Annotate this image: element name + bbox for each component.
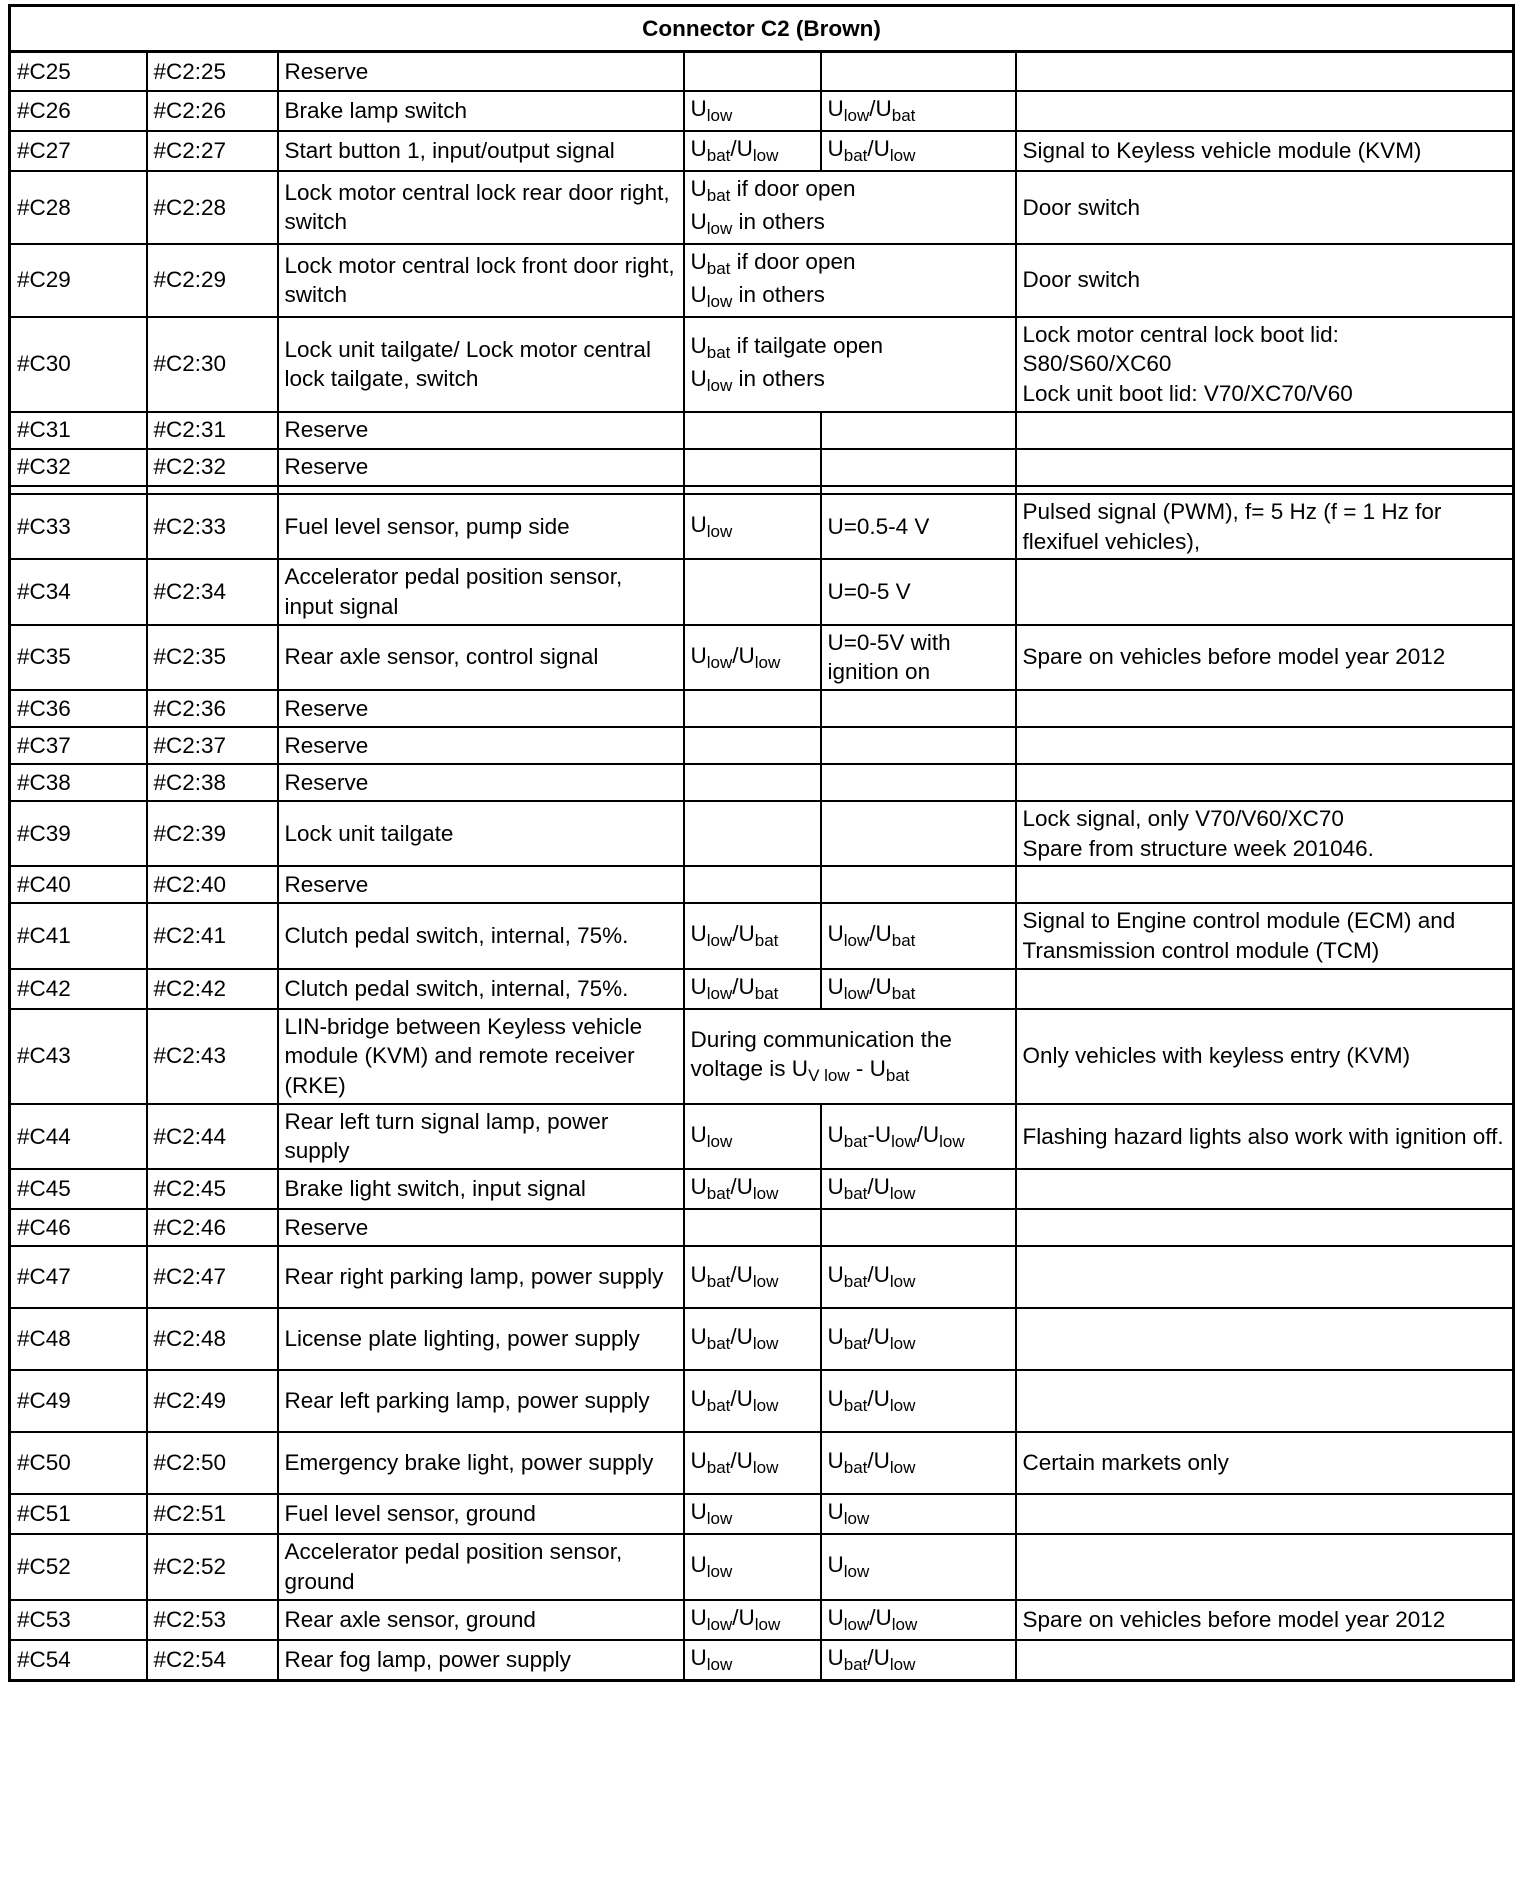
cell-id: #C39	[10, 801, 147, 866]
cell-voltage-b: $U_{bat}/U_{low}$	[821, 1640, 1016, 1681]
cell-pin: #C2:28	[147, 171, 278, 244]
cell-voltage-b: $U_{bat}/U_{low}$	[821, 1308, 1016, 1370]
cell-note: Spare on vehicles before model year 2012	[1016, 625, 1514, 690]
cell-voltage-a	[684, 764, 821, 801]
spacer-cell	[278, 486, 684, 494]
cell-note	[1016, 1308, 1514, 1370]
table-row	[10, 866, 1514, 903]
cell-note	[1016, 866, 1514, 903]
cell-id: #C50	[10, 1432, 147, 1494]
cell-note	[1016, 764, 1514, 801]
cell-id: #C35	[10, 625, 147, 690]
cell-description: Clutch pedal switch, internal, 75%.	[278, 969, 684, 1009]
cell-description: Reserve	[278, 52, 684, 92]
cell-id: #C51	[10, 1494, 147, 1534]
cell-pin: #C2:54	[147, 1640, 278, 1681]
cell-description: Reserve	[278, 764, 684, 801]
cell-pin: #C2:42	[147, 969, 278, 1009]
cell-id: #C36	[10, 690, 147, 727]
table-row	[10, 52, 1514, 92]
cell-id: #C31	[10, 412, 147, 449]
table-row	[10, 1600, 1514, 1640]
table-row	[10, 1640, 1514, 1681]
cell-voltage-a: $U_{low}/U_{low}$	[684, 625, 821, 690]
table-row	[10, 1209, 1514, 1246]
cell-pin: #C2:26	[147, 91, 278, 131]
cell-note	[1016, 559, 1514, 624]
cell-description: Brake light switch, input signal	[278, 1169, 684, 1209]
table-row	[10, 412, 1514, 449]
cell-note	[1016, 690, 1514, 727]
cell-voltage-b: $U_{bat}/U_{low}$	[821, 1432, 1016, 1494]
cell-voltage-a: $U_{bat}/U_{low}$	[684, 1432, 821, 1494]
table-row	[10, 690, 1514, 727]
cell-voltage-a	[684, 412, 821, 449]
table-row	[10, 91, 1514, 131]
cell-voltage-b: $U_{low}/U_{bat}$	[821, 969, 1016, 1009]
table-row	[10, 1494, 1514, 1534]
cell-voltage-a: $U_{bat}/U_{low}$	[684, 1308, 821, 1370]
cell-pin: #C2:27	[147, 131, 278, 171]
cell-description: Rear axle sensor, control signal	[278, 625, 684, 690]
cell-description: Lock unit tailgate/ Lock motor central lock tailgate, switch	[278, 317, 684, 412]
table-spacer-row	[10, 486, 1514, 494]
cell-note: Pulsed signal (PWM), f= 5 Hz (f = 1 Hz for flexifuel vehicles),	[1016, 494, 1514, 559]
spacer-cell	[821, 486, 1016, 494]
connector-table-sheet	[8, 4, 1512, 1682]
cell-description: Rear left parking lamp, power supply	[278, 1370, 684, 1432]
cell-voltage-b: U=0-5V with ignition on	[821, 625, 1016, 690]
cell-voltage-b: $U_{bat}/U_{low}$	[821, 131, 1016, 171]
cell-pin: #C2:46	[147, 1209, 278, 1246]
cell-voltage-b	[821, 764, 1016, 801]
table-row	[10, 801, 1514, 866]
cell-description: Fuel level sensor, pump side	[278, 494, 684, 559]
cell-id: #C47	[10, 1246, 147, 1308]
cell-description: Clutch pedal switch, internal, 75%.	[278, 903, 684, 968]
spacer-cell	[10, 486, 147, 494]
cell-voltage-b	[821, 449, 1016, 486]
cell-description: Rear left turn signal lamp, power supply	[278, 1104, 684, 1169]
cell-pin: #C2:50	[147, 1432, 278, 1494]
cell-pin: #C2:44	[147, 1104, 278, 1169]
cell-description: Lock motor central lock front door right, switch	[278, 244, 684, 317]
cell-description: Reserve	[278, 690, 684, 727]
table-row	[10, 1534, 1514, 1599]
cell-description: License plate lighting, power supply	[278, 1308, 684, 1370]
cell-voltage-a: $U_{low}/U_{low}$	[684, 1600, 821, 1640]
cell-note	[1016, 449, 1514, 486]
cell-description: Rear axle sensor, ground	[278, 1600, 684, 1640]
table-row	[10, 969, 1514, 1009]
cell-pin: #C2:47	[147, 1246, 278, 1308]
connector-c2-table	[8, 4, 1515, 1682]
cell-note	[1016, 52, 1514, 92]
cell-id: #C29	[10, 244, 147, 317]
cell-voltage-a: $U_{low}$	[684, 494, 821, 559]
cell-pin: #C2:34	[147, 559, 278, 624]
cell-voltage-b: $U_{bat}/U_{low}$	[821, 1246, 1016, 1308]
cell-voltage: $U_{bat}$ if door open $U_{low}$ in others	[684, 244, 1016, 317]
cell-id: #C52	[10, 1534, 147, 1599]
table-row	[10, 727, 1514, 764]
cell-description: Accelerator pedal position sensor, input signal	[278, 559, 684, 624]
cell-note: Door switch	[1016, 171, 1514, 244]
cell-note	[1016, 1640, 1514, 1681]
cell-pin: #C2:38	[147, 764, 278, 801]
table-row	[10, 1169, 1514, 1209]
cell-description: LIN-bridge between Keyless vehicle module (KVM) and remote receiver (RKE)	[278, 1009, 684, 1104]
cell-id: #C25	[10, 52, 147, 92]
cell-pin: #C2:33	[147, 494, 278, 559]
cell-pin: #C2:36	[147, 690, 278, 727]
cell-description: Reserve	[278, 727, 684, 764]
spacer-cell	[147, 486, 278, 494]
cell-voltage-b	[821, 412, 1016, 449]
table-row	[10, 449, 1514, 486]
cell-voltage-a: $U_{bat}/U_{low}$	[684, 1246, 821, 1308]
table-row	[10, 1104, 1514, 1169]
cell-note	[1016, 1209, 1514, 1246]
cell-note: Lock motor central lock boot lid: S80/S60/XC60 Lock unit boot lid: V70/XC70/V60	[1016, 317, 1514, 412]
table-row	[10, 903, 1514, 968]
table-row	[10, 494, 1514, 559]
cell-note: Door switch	[1016, 244, 1514, 317]
cell-voltage-a	[684, 52, 821, 92]
cell-id: #C26	[10, 91, 147, 131]
cell-description: Reserve	[278, 412, 684, 449]
cell-id: #C41	[10, 903, 147, 968]
cell-description: Start button 1, input/output signal	[278, 131, 684, 171]
cell-voltage-b: U=0.5-4 V	[821, 494, 1016, 559]
cell-voltage-a: $U_{low}$	[684, 1104, 821, 1169]
cell-id: #C30	[10, 317, 147, 412]
cell-voltage-b	[821, 52, 1016, 92]
cell-note: Spare on vehicles before model year 2012	[1016, 1600, 1514, 1640]
cell-note: Signal to Keyless vehicle module (KVM)	[1016, 131, 1514, 171]
cell-voltage-b: $U_{bat}-U_{low}/U_{low}$	[821, 1104, 1016, 1169]
cell-id: #C38	[10, 764, 147, 801]
cell-description: Reserve	[278, 1209, 684, 1246]
cell-voltage-b	[821, 727, 1016, 764]
cell-voltage: During communication the voltage is $U_{V low} - U_{bat}$	[684, 1009, 1016, 1104]
cell-voltage: $U_{bat}$ if door open $U_{low}$ in others	[684, 171, 1016, 244]
cell-voltage-b	[821, 690, 1016, 727]
cell-pin: #C2:29	[147, 244, 278, 317]
table-row	[10, 1370, 1514, 1432]
table-row	[10, 559, 1514, 624]
cell-note	[1016, 1494, 1514, 1534]
cell-pin: #C2:48	[147, 1308, 278, 1370]
cell-description: Accelerator pedal position sensor, ground	[278, 1534, 684, 1599]
table-row	[10, 625, 1514, 690]
cell-pin: #C2:53	[147, 1600, 278, 1640]
cell-voltage-a	[684, 866, 821, 903]
cell-description: Reserve	[278, 866, 684, 903]
cell-pin: #C2:30	[147, 317, 278, 412]
cell-pin: #C2:52	[147, 1534, 278, 1599]
cell-voltage: $U_{bat}$ if tailgate open $U_{low}$ in others	[684, 317, 1016, 412]
cell-description: Reserve	[278, 449, 684, 486]
table-row	[10, 1432, 1514, 1494]
cell-voltage-a: $U_{low}$	[684, 1534, 821, 1599]
cell-voltage-a: $U_{low}/U_{bat}$	[684, 969, 821, 1009]
cell-id: #C27	[10, 131, 147, 171]
cell-pin: #C2:41	[147, 903, 278, 968]
cell-description: Fuel level sensor, ground	[278, 1494, 684, 1534]
cell-voltage-a	[684, 690, 821, 727]
cell-note	[1016, 1370, 1514, 1432]
table-row	[10, 171, 1514, 244]
table-row	[10, 1246, 1514, 1308]
cell-id: #C40	[10, 866, 147, 903]
cell-voltage-b: $U_{bat}/U_{low}$	[821, 1169, 1016, 1209]
cell-voltage-a: $U_{bat}/U_{low}$	[684, 1169, 821, 1209]
cell-note	[1016, 412, 1514, 449]
spacer-cell	[1016, 486, 1514, 494]
table-row	[10, 244, 1514, 317]
cell-pin: #C2:40	[147, 866, 278, 903]
cell-pin: #C2:39	[147, 801, 278, 866]
cell-voltage-b	[821, 1209, 1016, 1246]
cell-pin: #C2:32	[147, 449, 278, 486]
cell-description: Brake lamp switch	[278, 91, 684, 131]
table-row	[10, 1009, 1514, 1104]
cell-voltage-b	[821, 801, 1016, 866]
table-title: Connector C2 (Brown)	[10, 6, 1514, 52]
cell-voltage-a: $U_{low}$	[684, 1640, 821, 1681]
cell-voltage-a	[684, 727, 821, 764]
cell-description: Rear fog lamp, power supply	[278, 1640, 684, 1681]
spacer-cell	[684, 486, 821, 494]
table-row	[10, 131, 1514, 171]
cell-pin: #C2:45	[147, 1169, 278, 1209]
cell-pin: #C2:35	[147, 625, 278, 690]
cell-id: #C45	[10, 1169, 147, 1209]
cell-voltage-a: $U_{low}$	[684, 91, 821, 131]
cell-voltage-a	[684, 559, 821, 624]
cell-id: #C33	[10, 494, 147, 559]
cell-voltage-a	[684, 1209, 821, 1246]
cell-id: #C42	[10, 969, 147, 1009]
cell-note	[1016, 1246, 1514, 1308]
cell-id: #C49	[10, 1370, 147, 1432]
cell-voltage-b: $U_{low}/U_{bat}$	[821, 91, 1016, 131]
cell-note	[1016, 1534, 1514, 1599]
cell-note: Only vehicles with keyless entry (KVM)	[1016, 1009, 1514, 1104]
cell-description: Lock unit tailgate	[278, 801, 684, 866]
cell-voltage-a: $U_{low}/U_{bat}$	[684, 903, 821, 968]
cell-id: #C43	[10, 1009, 147, 1104]
cell-description: Lock motor central lock rear door right, switch	[278, 171, 684, 244]
cell-id: #C37	[10, 727, 147, 764]
cell-pin: #C2:51	[147, 1494, 278, 1534]
cell-voltage-b: U=0-5 V	[821, 559, 1016, 624]
cell-id: #C34	[10, 559, 147, 624]
cell-pin: #C2:31	[147, 412, 278, 449]
table-row	[10, 764, 1514, 801]
cell-note: Flashing hazard lights also work with ignition off.	[1016, 1104, 1514, 1169]
cell-note	[1016, 727, 1514, 764]
cell-note	[1016, 1169, 1514, 1209]
table-row	[10, 1308, 1514, 1370]
cell-note	[1016, 91, 1514, 131]
cell-id: #C46	[10, 1209, 147, 1246]
cell-note	[1016, 969, 1514, 1009]
table-row	[10, 317, 1514, 412]
cell-voltage-b	[821, 866, 1016, 903]
cell-voltage-b: $U_{low}$	[821, 1494, 1016, 1534]
cell-pin: #C2:37	[147, 727, 278, 764]
cell-voltage-b: $U_{low}/U_{bat}$	[821, 903, 1016, 968]
cell-description: Rear right parking lamp, power supply	[278, 1246, 684, 1308]
cell-note: Certain markets only	[1016, 1432, 1514, 1494]
cell-voltage-a: $U_{bat}/U_{low}$	[684, 1370, 821, 1432]
cell-id: #C32	[10, 449, 147, 486]
cell-voltage-a: $U_{bat}/U_{low}$	[684, 131, 821, 171]
cell-id: #C48	[10, 1308, 147, 1370]
cell-voltage-a	[684, 801, 821, 866]
cell-voltage-a: $U_{low}$	[684, 1494, 821, 1534]
cell-pin: #C2:25	[147, 52, 278, 92]
cell-id: #C28	[10, 171, 147, 244]
cell-voltage-a	[684, 449, 821, 486]
cell-pin: #C2:49	[147, 1370, 278, 1432]
cell-id: #C54	[10, 1640, 147, 1681]
cell-voltage-b: $U_{low}/U_{low}$	[821, 1600, 1016, 1640]
cell-voltage-b: $U_{low}$	[821, 1534, 1016, 1599]
cell-description: Emergency brake light, power supply	[278, 1432, 684, 1494]
cell-note: Lock signal, only V70/V60/XC70 Spare from structure week 201046.	[1016, 801, 1514, 866]
cell-note: Signal to Engine control module (ECM) and Transmission control module (TCM)	[1016, 903, 1514, 968]
cell-id: #C53	[10, 1600, 147, 1640]
cell-voltage-b: $U_{bat}/U_{low}$	[821, 1370, 1016, 1432]
cell-pin: #C2:43	[147, 1009, 278, 1104]
cell-id: #C44	[10, 1104, 147, 1169]
